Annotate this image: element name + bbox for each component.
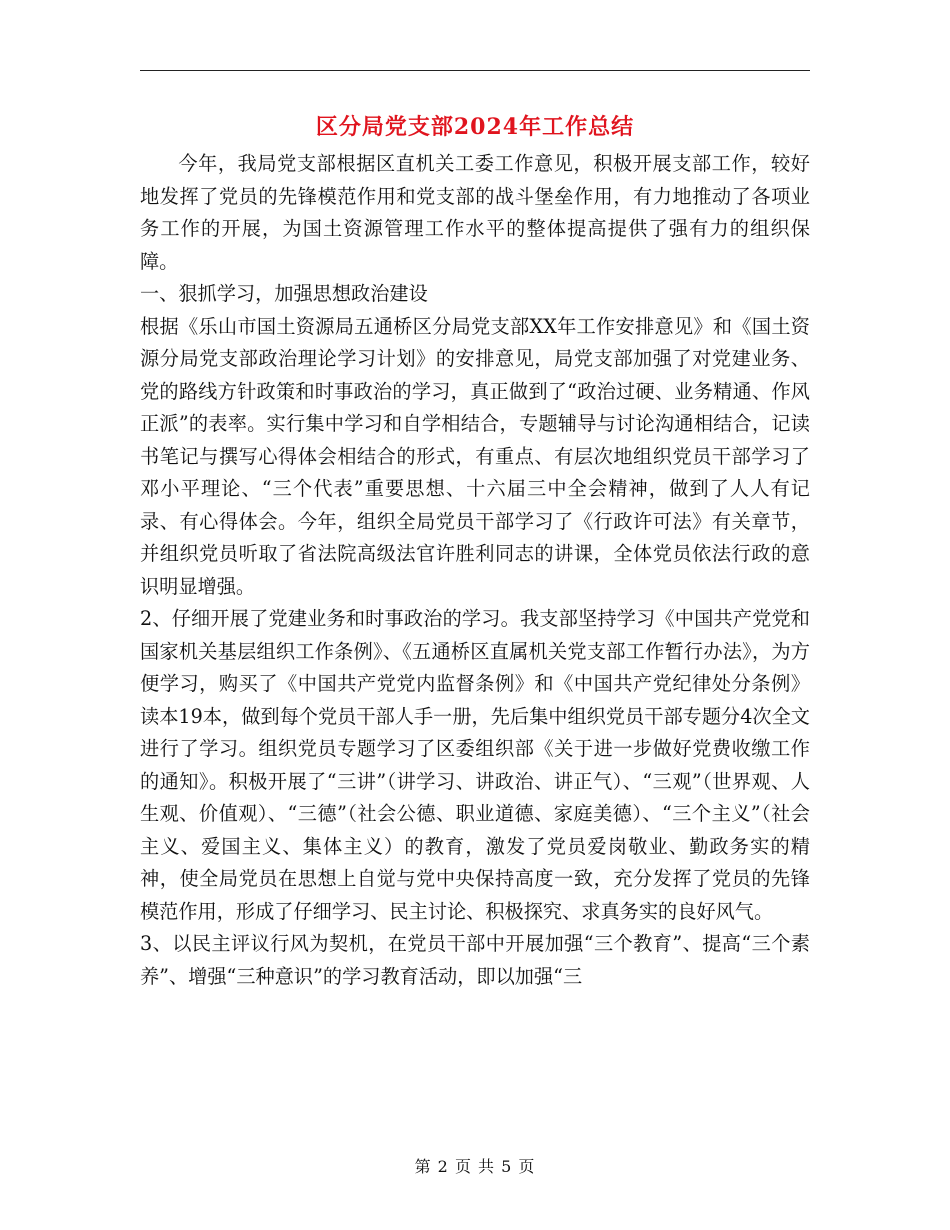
- document-title: 区分局党支部2024年工作总结: [315, 114, 635, 140]
- header-rule: [140, 70, 810, 71]
- document-body: [140, 148, 810, 993]
- paragraph-item-2: 2、仔细开展了党建业务和时事政治的学习。我支部坚持学习《中国共产党党和国家机关基层组织工作条例》、《五通桥区直属机关党支部工作暂行办法》，为方便学习，购买了《中国共产党党内监督条例》和《中国共产党纪律处分条例》读本19本，做到每个党员干部人手一册，先后集中组织党员干部专题分4次全文进行了学习。组织党员专题学习了区委组织部《关于进一步做好党费收缴工作的通知》。积极开展了“三讲”（讲学习、讲政治、讲正气）、“三观”（世界观、人生观、价值观）、“三德”（社会公德、职业道德、家庭美德）、“三个主义”（社会主义、爱国主义、集体主义）的教育，激发了党员爱岗敬业、勤政务实的精神，使全局党员在思想上自觉与党中央保持高度一致，充分发挥了党员的先锋模范作用，形成了仔细学习、民主讨论、积极探究、求真务实的良好风气。: [140, 607, 810, 923]
- paragraph-intro: 今年，我局党支部根据区直机关工委工作意见，积极开展支部工作，较好地发挥了党员的先锋模范作用和党支部的战斗堡垒作用，有力地推动了各项业务工作的开展，为国土资源管理工作水平的整体提高提供了强有力的组织保障。: [140, 152, 810, 273]
- paragraph-study-plan: 根据《乐山市国土资源局五通桥区分局党支部XX年工作安排意见》和《国土资源分局党支部政治理论学习计划》的安排意见，局党支部加强了对党建业务、党的路线方针政策和时事政治的学习，真正做到了“政治过硬、业务精通、作风正派”的表率。实行集中学习和自学相结合，专题辅导与讨论沟通相结合，记读书笔记与撰写心得体会相结合的形式，有重点、有层次地组织党员干部学习了邓小平理论、“三个代表”重要思想、十六届三中全会精神，做到了人人有记录、有心得体会。今年，组织全局党员干部学习了《行政许可法》有关章节，并组织党员听取了省法院高级法官许胜利同志的讲课，全体党员依法行政的意识明显增强。: [140, 314, 810, 598]
- page-number: 第 2 页 共 5 页: [414, 1157, 536, 1176]
- paragraph-item-3: 3、以民主评议行风为契机，在党员干部中开展加强“三个教育”、提高“三个素养”、增强“三种意识”的学习教育活动，即以加强“三: [140, 932, 810, 988]
- section-heading-1: 一、狠抓学习，加强思想政治建设: [140, 282, 428, 305]
